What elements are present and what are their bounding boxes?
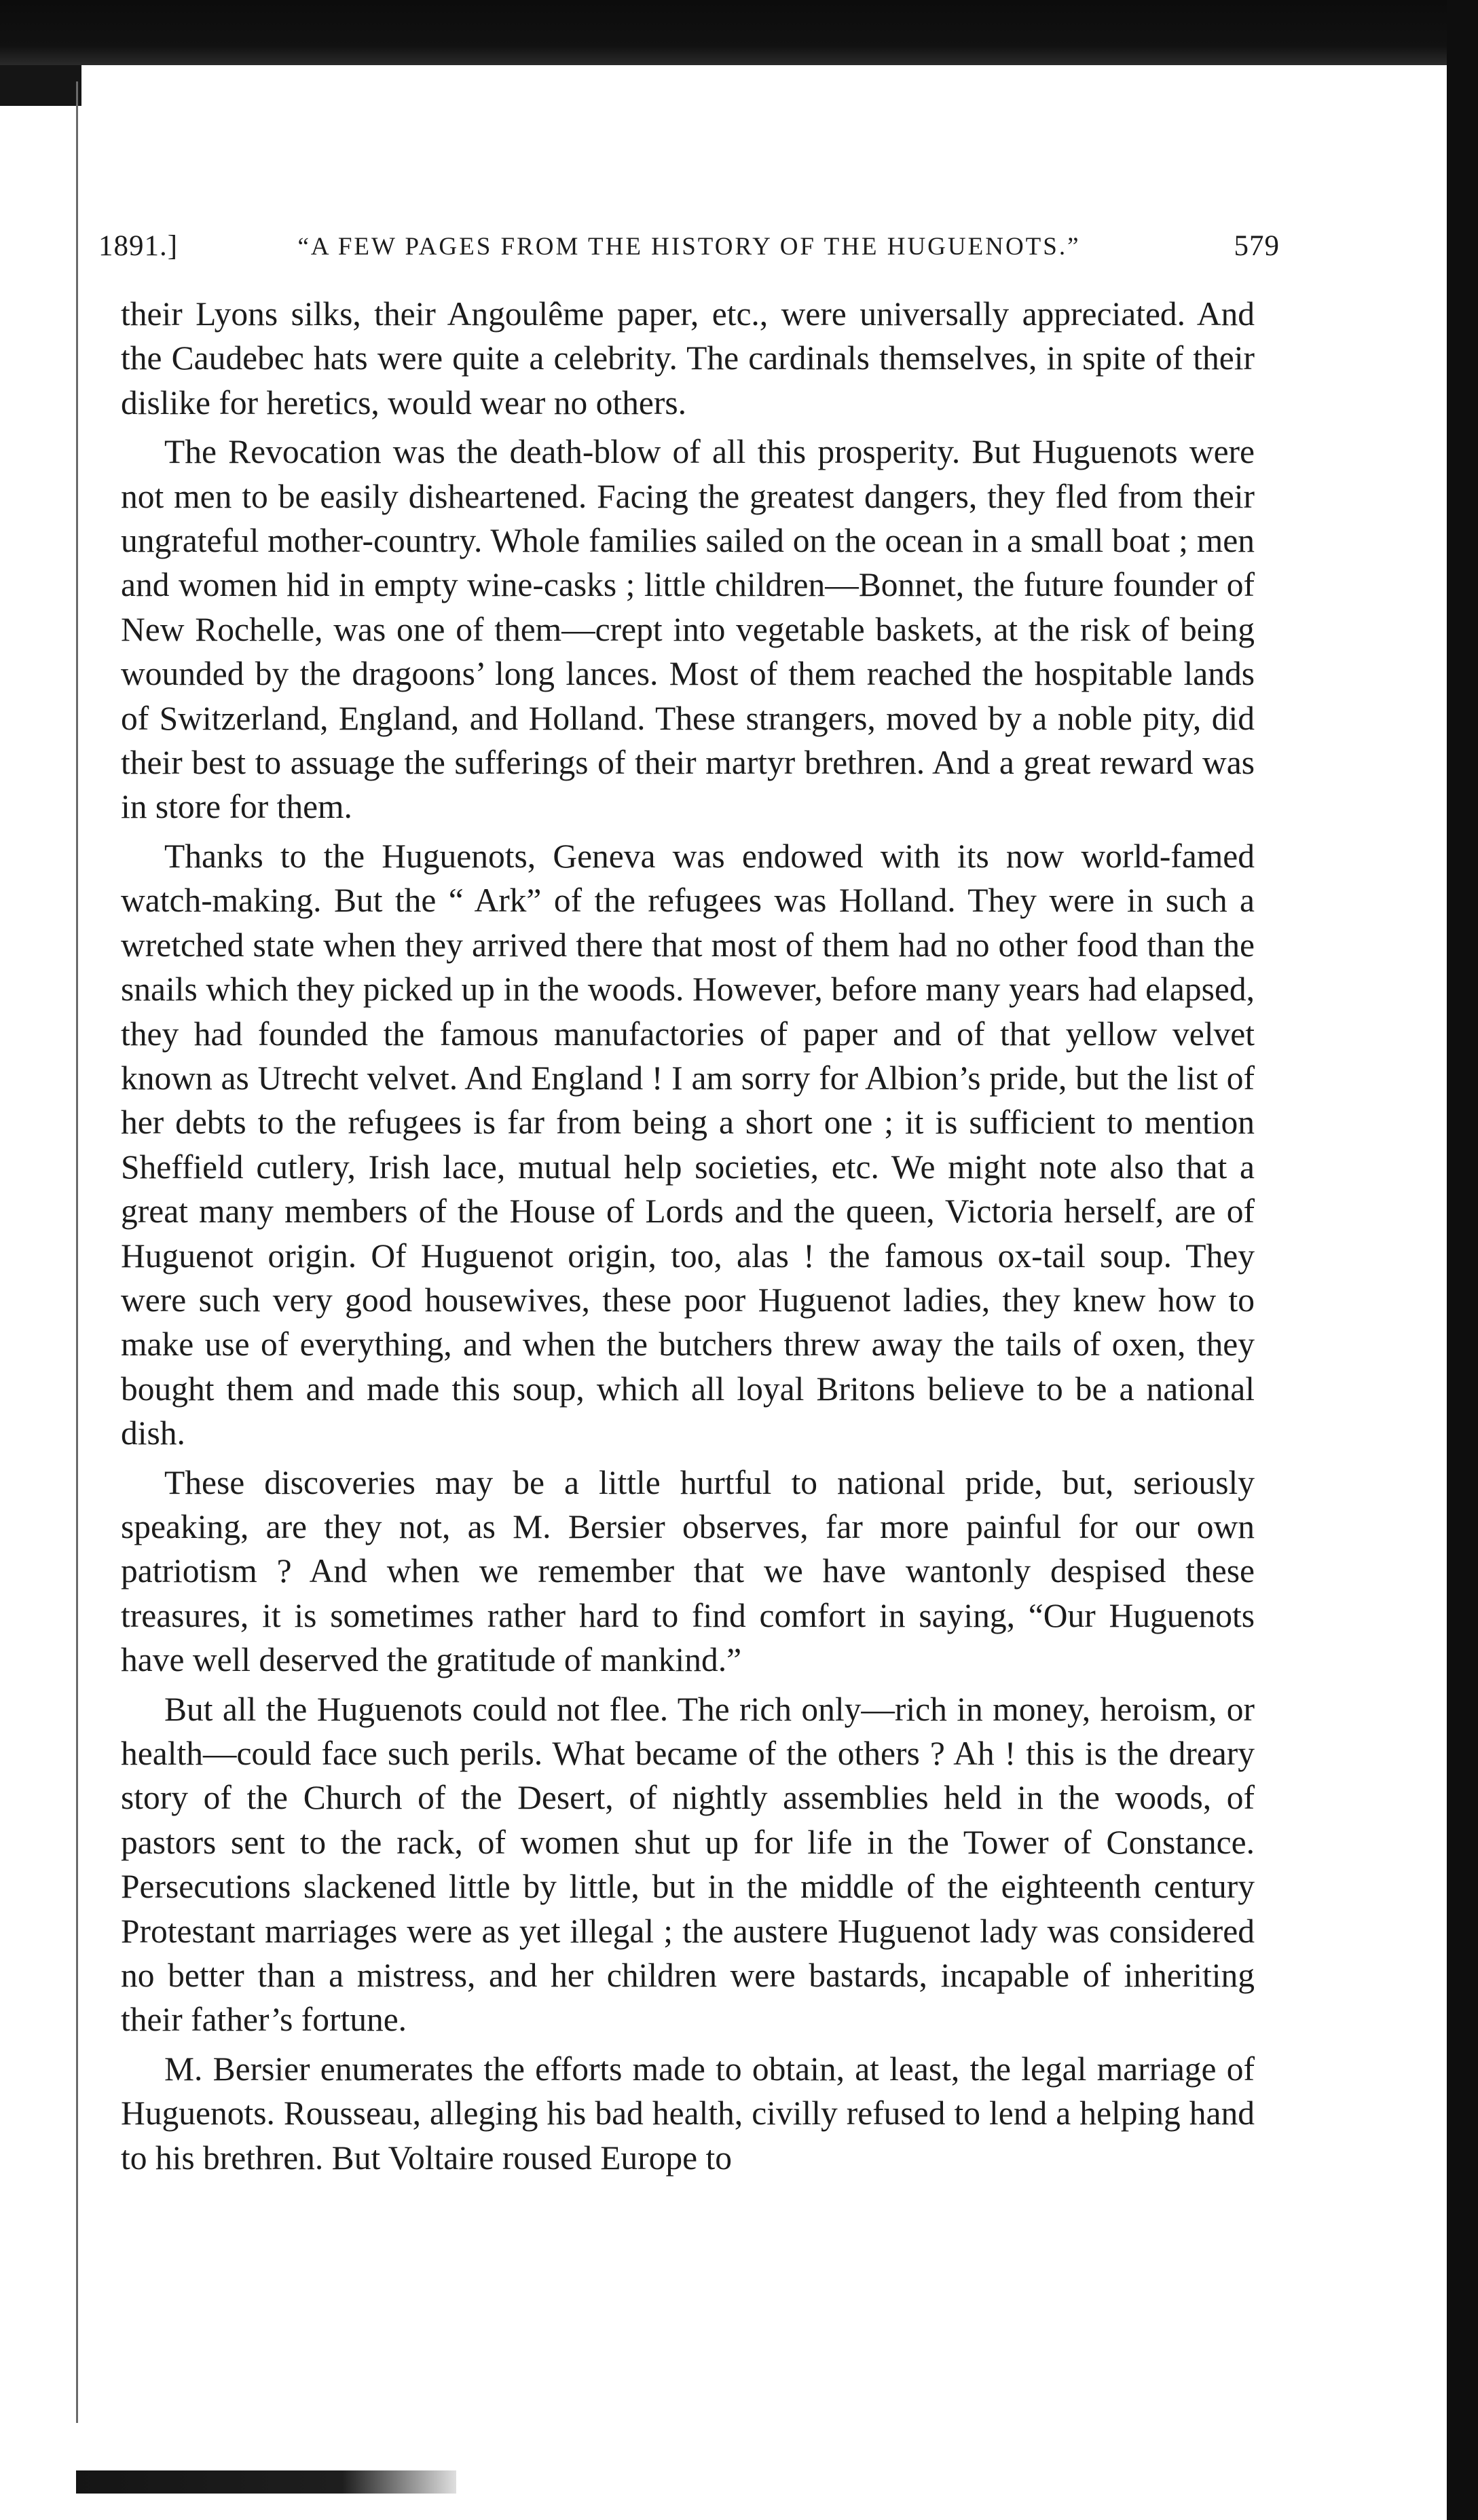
running-head <box>98 229 1280 270</box>
paragraph-6: M. Bersier enumerates the efforts made to obtain, at least, the legal marriage of Huguenots. Rousseau, alleging his bad health, civilly refused to lend a helping hand to his brethren. But Voltaire roused Europe to <box>121 2050 1255 2177</box>
scan-border-bottom <box>76 2470 456 2494</box>
scan-gutter-line <box>76 81 78 2423</box>
scan-border-right <box>1447 0 1478 2520</box>
paragraph-4: These discoveries may be a little hurtful to national pride, but, seriously speaking, are they not, as M. Bersier observes, far more painful for our own patriotism ? And when we remember that we have wantonly despised these treasures, it is sometimes rather hard to find comfort in saying, “Our Huguenots have well deserved the gratitude of mankind.” <box>121 1463 1255 1679</box>
paragraph-5: But all the Huguenots could not flee. The rich only—rich in money, heroism, or health—could face such perils. What became of the others ? Ah ! this is the dreary story of the Church of the Desert, of nightly assemblies held in the woods, of pastors sent to the rack, of women shut up for life in the Tower of Constance. Persecutions slackened little by little, but in the middle of the eighteenth century Protestant marriages were as yet illegal ; the austere Huguenot lady was considered no better than a mistress, and her children were bastards, incapable of inheriting their father’s fortune. <box>121 1690 1255 2039</box>
scan-border-top <box>0 0 1478 65</box>
paragraph-3: Thanks to the Huguenots, Geneva was endowed with its now world-famed watch-making. But the “ Ark” of the refugees was Holland. They were in such a wretched state when they arrived there that most of them had no other food than the snails which they picked up in the woods. However, before many years had elapsed, they had founded the famous manufactories of paper and of that yellow velvet known as Utrecht velvet. And England ! I am sorry for Albion’s pride, but the list of her debts to the refugees is far from being a short one ; it is sufficient to mention Sheffield cutlery, Irish lace, mutual help societies, etc. We might note also that a great many members of the House of Lords and the queen, Victoria herself, are of Huguenot origin. Of Huguenot origin, too, alas ! the famous ox-tail soup. They were such very good housewives, these poor Huguenot ladies, they knew how to make use of everything, and when the butchers threw away the tails of oxen, they bought them and made this soup, which all loyal Britons believe to be a national dish. <box>121 837 1255 1452</box>
scan-border-notch <box>0 65 81 106</box>
header-title: “A FEW PAGES FROM THE HISTORY OF THE HUGUENOTS.” <box>297 233 1081 261</box>
header-year: 1891.] <box>98 230 179 262</box>
article-body <box>121 292 1255 2180</box>
paragraph-2: The Revocation was the death-blow of all this prosperity. But Huguenots were not men to be easily disheartened. Facing the greatest dangers, they fled from their ungrateful mother-country. Whole families sailed on the ocean in a small boat ; men and women hid in empty wine-casks ; little children—Bonnet, the future founder of New Rochelle, was one of them—crept into vegetable baskets, at the risk of being wounded by the dragoons’ long lances. Most of them reached the hospitable lands of Switzerland, England, and Holland. These strangers, moved by a noble pity, did their best to assuage the sufferings of their martyr brethren. And a great reward was in store for them. <box>121 433 1255 826</box>
paragraph-1: their Lyons silks, their Angoulême paper, etc., were universally appreciated. And the Caudebec hats were quite a celebrity. The cardinals themselves, in spite of their dislike for heretics, would wear no others. <box>121 295 1255 421</box>
page-number: 579 <box>1234 230 1280 262</box>
